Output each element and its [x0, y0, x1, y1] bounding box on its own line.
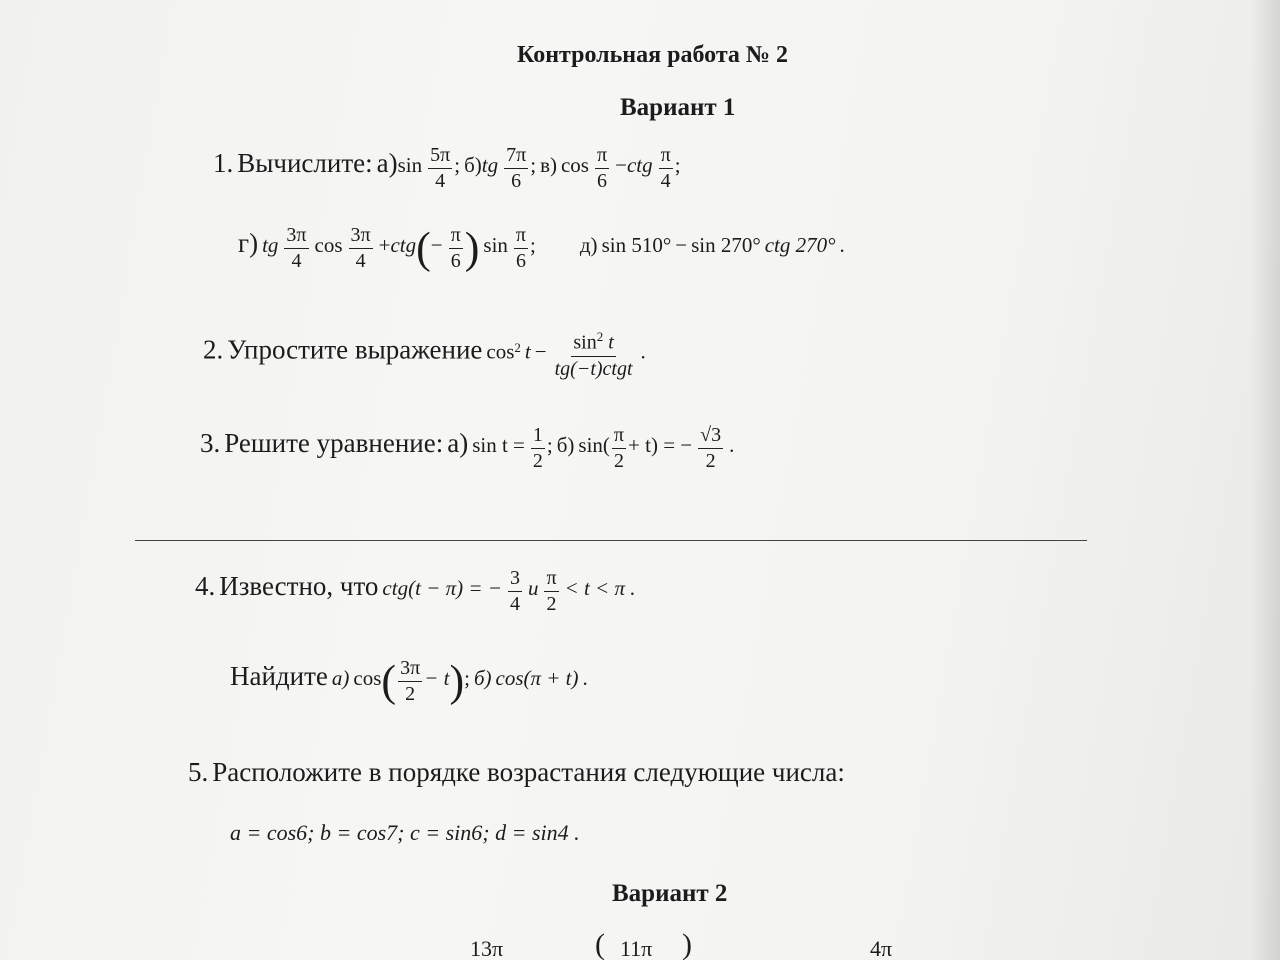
task-2: 2. Упростите выражение $\cos^2 t$ − $\frac{\sin^2 t}{\text{tg(−t)ctgt}}$ . [203, 329, 646, 380]
fraction-pi-4: $\frac{\pi}{4}$ [660, 144, 671, 192]
variant-2-fragment-2: 11π [620, 936, 653, 960]
task-4-line-1: 4. Известно, что ctg(t − π) = − $\frac{3}{4}$ и $\frac{\pi}{2}$ < t < π . [195, 567, 636, 615]
test-title: Контрольная работа № 2 [517, 42, 789, 68]
fraction-5pi-4: $\frac{5\pi}{4}$ [430, 144, 451, 192]
task-4-line-2: Найдите а) cos( $\frac{3\pi}{2}$ − t); б) cos(π + t) . [230, 656, 588, 706]
task-1-number: 1. [213, 148, 234, 179]
task-1-line-1: 1. Вычислите: а)sin $\frac{5\pi}{4}$ ; б)tg $\frac{7\pi}{6}$ ; в) cos $\frac{\pi}{6}$ −ctg $\frac{\pi}{4}$ ; [213, 144, 681, 192]
fraction-sin2-over-tgctg: $\frac{\sin^2 t}{\text{tg(−t)ctgt}}$ [554, 329, 633, 380]
variant-2-fragment-1: 13π [470, 936, 504, 960]
task-5-values: a = cos6; b = cos7; c = sin6; d = sin4 . [230, 820, 580, 845]
task-1-line-2: г) tg $\frac{3\pi}{4}$ cos $\frac{3\pi}{4}$ +ctg(− $\frac{\pi}{6}$ ) sin $\frac{\pi}{6}$ ; д) sin 510° − sin 270° ctg 270° . [238, 223, 845, 273]
variant-2-fragment-3: 4π [870, 936, 893, 960]
variant-2-fragment-paren: ( [595, 928, 605, 960]
variant-2-fragment-paren-close: ) [682, 928, 692, 960]
task-3: 3. Решите уравнение: а) sin t = $\frac{1}{2}$ ; б) sin( $\frac{\pi}{2}$ + t) = − $\frac{√3}{2}$ . [200, 424, 735, 472]
page-edge-shadow [1250, 0, 1280, 960]
fraction-pi-6: $\frac{\pi}{6}$ [596, 144, 608, 192]
section-divider [135, 540, 1087, 541]
task-1-label: Вычислите: [237, 148, 373, 179]
variant-1-heading: Вариант 1 [620, 94, 736, 121]
task-5-line-1: 5. Расположите в порядке возрастания следующие числа: [188, 757, 845, 787]
variant-2-heading: Вариант 2 [612, 880, 728, 907]
fraction-7pi-6: $\frac{7\pi}{6}$ [506, 144, 527, 192]
